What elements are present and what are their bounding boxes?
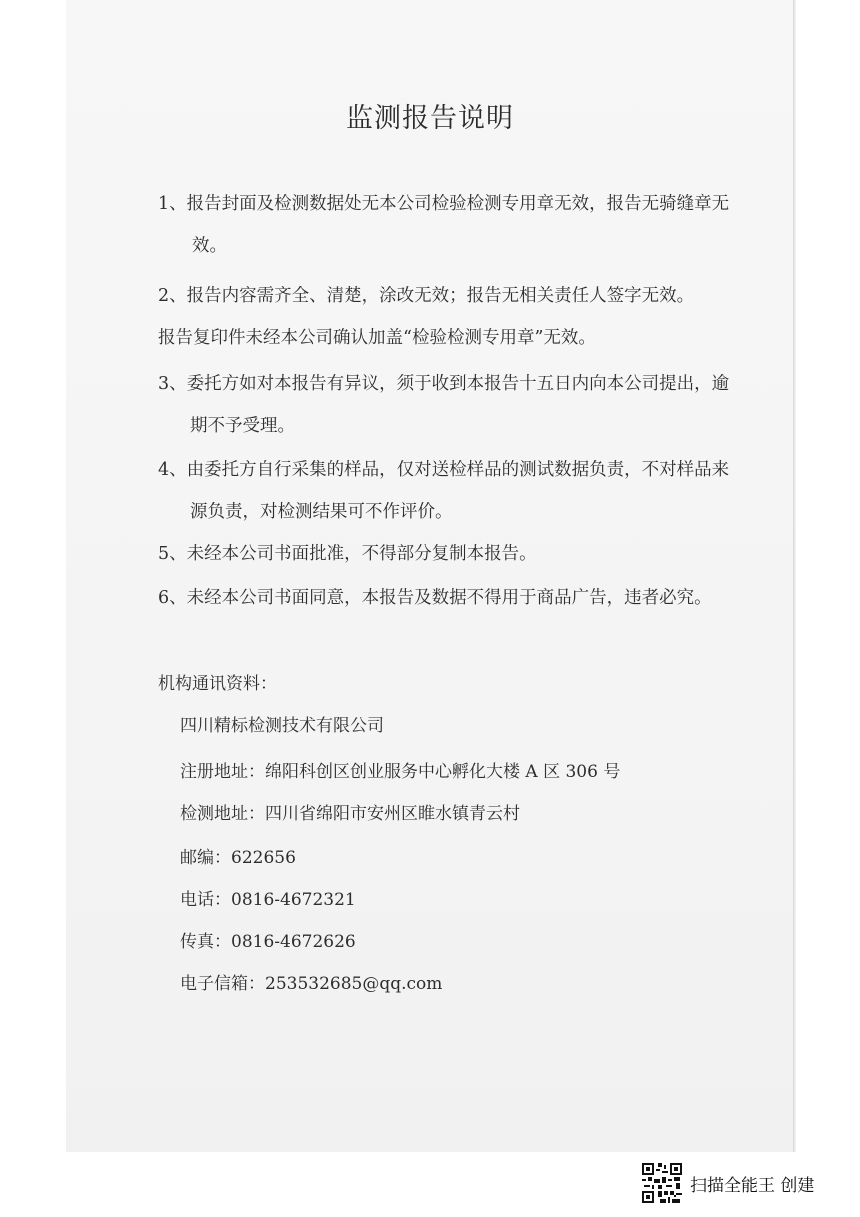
note-3-line-1: 3、委托方如对本报告有异议，须于收到本报告十五日内向本公司提出，逾: [158, 374, 730, 394]
note-2-line-2: 报告复印件未经本公司确认加盖“检验检测专用章”无效。: [158, 328, 596, 348]
fax: 传真：0816-4672626: [180, 932, 356, 952]
note-1-line-2: 效。: [192, 236, 227, 256]
note-4-line-1: 4、由委托方自行采集的样品，仅对送检样品的测试数据负责，不对样品来: [158, 460, 730, 480]
contact-heading: 机构通讯资料：: [158, 674, 277, 694]
scanner-watermark-text: 扫描全能王 创建: [690, 1175, 815, 1196]
scanner-watermark: [642, 1163, 814, 1203]
note-5-line-1: 5、未经本公司书面批准，不得部分复制本报告。: [158, 544, 537, 564]
note-6-line-1: 6、未经本公司书面同意，本报告及数据不得用于商品广告，违者必究。: [158, 588, 712, 608]
qr-code-icon: [642, 1163, 682, 1203]
registered-address: 注册地址：绵阳科创区创业服务中心孵化大楼 A 区 306 号: [180, 762, 621, 782]
note-1-line-1: 1、报告封面及检测数据处无本公司检验检测专用章无效，报告无骑缝章无: [158, 194, 730, 214]
document-title: 监测报告说明: [346, 103, 514, 134]
note-4-line-2: 源负责，对检测结果可不作评价。: [190, 502, 453, 522]
company-name: 四川精标检测技术有限公司: [180, 716, 384, 736]
note-3-line-2: 期不予受理。: [190, 416, 295, 436]
page-edge-shadow: [793, 0, 796, 1152]
email: 电子信箱：253532685@qq.com: [180, 974, 443, 994]
note-2-line-1: 2、报告内容需齐全、清楚，涂改无效；报告无相关责任人签字无效。: [158, 286, 695, 306]
telephone: 电话：0816-4672321: [180, 890, 356, 910]
testing-address: 检测地址：四川省绵阳市安州区睢水镇青云村: [180, 804, 520, 824]
postal-code: 邮编：622656: [180, 848, 296, 868]
